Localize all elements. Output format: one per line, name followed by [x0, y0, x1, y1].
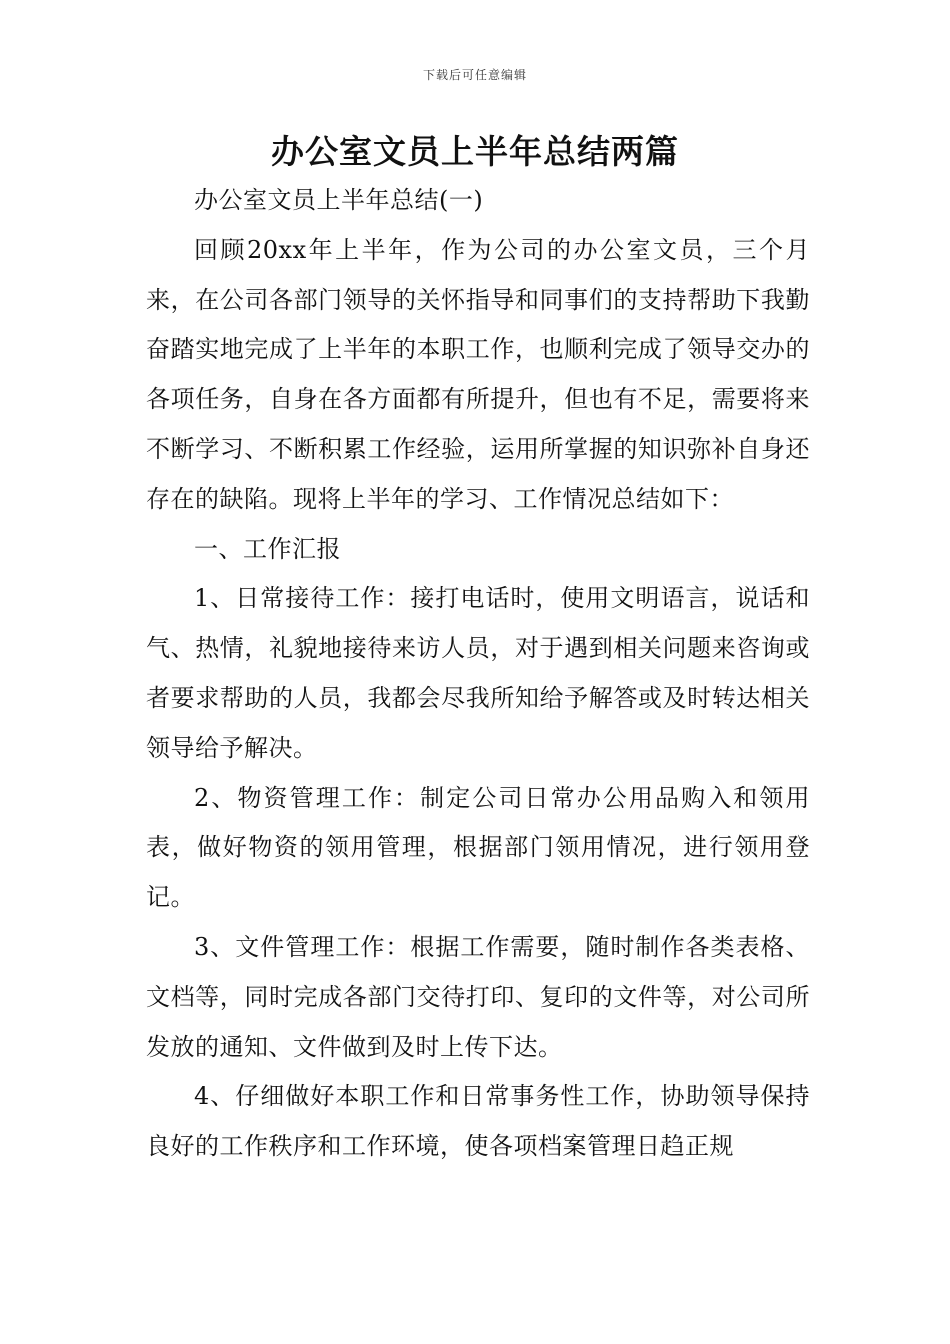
paragraph-item-1: 1、日常接待工作：接打电话时，使用文明语言，说话和气、热情，礼貌地接待来访人员，对于遇到相关问题来咨询或者要求帮助的人员，我都会尽我所知给予解答或及时转达相关领导给予解决。 [146, 584, 810, 762]
paragraph-item-2: 2、物资管理工作：制定公司日常办公用品购入和领用表，做好物资的领用管理，根据部门领用情况，进行领用登记。 [146, 783, 810, 912]
document-title: 办公室文员上半年总结两篇 [271, 132, 679, 171]
paragraph-item-4: 4、仔细做好本职工作和日常事务性工作，协助领导保持良好的工作秩序和工作环境，使各项档案管理日趋正规 [146, 1082, 810, 1161]
section-heading: 办公室文员上半年总结(一) [194, 186, 484, 214]
paragraph-intro: 回顾20xx年上半年，作为公司的办公室文员，三个月来，在公司各部门领导的关怀指导和同事们的支持帮助下我勤奋踏实地完成了上半年的本职工作，也顺利完成了领导交办的各项任务，自身在各方面都有所提升，但也有不足，需要将来不断学习、不断积累工作经验，运用所掌握的知识弥补自身还存在的缺陷。现将上半年的学习、工作情况总结如下： [146, 235, 810, 513]
paragraph-item-3: 3、文件管理工作：根据工作需要，随时制作各类表格、文档等，同时完成各部门交待打印、复印的文件等，对公司所发放的通知、文件做到及时上传下达。 [146, 932, 810, 1061]
document-body [146, 176, 810, 1172]
header-note: 下载后可任意编辑 [422, 68, 527, 82]
section-heading-work-report: 一、工作汇报 [194, 534, 341, 563]
